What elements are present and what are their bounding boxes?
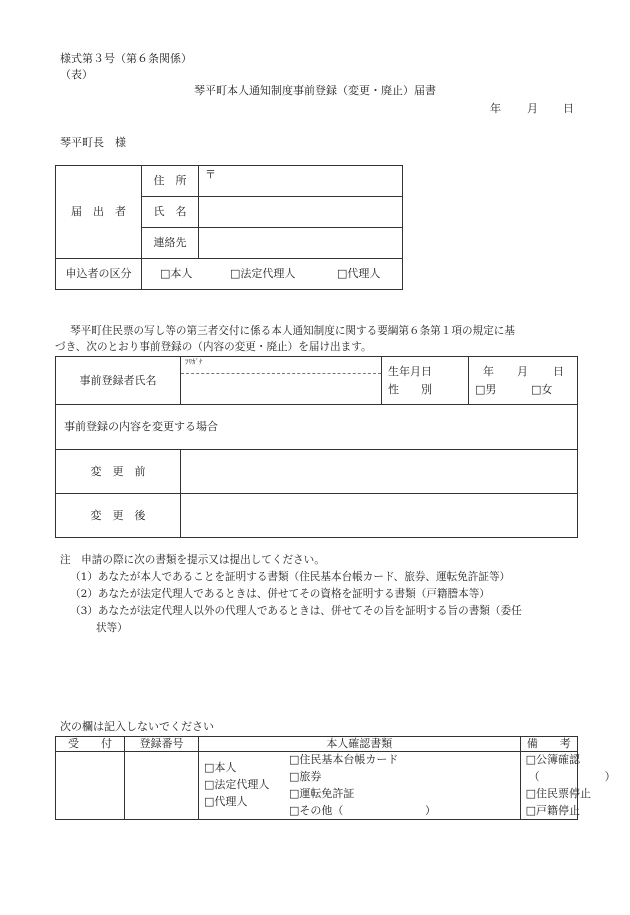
before-change-label: 変 更 前 [56, 450, 181, 494]
form-number: 様式第３号（第６条関係） [60, 52, 192, 65]
office-opt-legal-rep[interactable]: □法定代理人 [204, 778, 270, 791]
birth-sex-labels [382, 357, 469, 405]
doc-other-close: ） [425, 804, 436, 817]
after-change-label: 変 更 後 [56, 494, 181, 538]
furigana-label: ﾌﾘｶﾞﾅ [185, 358, 203, 366]
sex-male-option[interactable]: □男 [475, 383, 497, 396]
category-label: 申込者の区分 [56, 259, 142, 290]
notes-item-2: （2）あなたが法定代理人であるときは、併せてその資格を証明する書類（戸籍謄本等） [70, 588, 490, 600]
postal-mark: 〒 [205, 168, 216, 181]
name-field[interactable] [199, 197, 403, 228]
remark-family-register-stop[interactable]: □戸籍停止 [525, 804, 581, 817]
date-day: 日 [563, 102, 574, 115]
category-options [142, 259, 403, 290]
form-side: （表） [60, 68, 93, 81]
remark-paren-close: ） [604, 770, 616, 783]
requester-type-cell [199, 752, 286, 820]
addressee: 琴平町長 様 [60, 136, 126, 149]
remark-registry-check[interactable]: □公簿確認 [525, 753, 581, 766]
address-field[interactable] [199, 166, 403, 197]
name-label: 氏 名 [142, 197, 199, 228]
notes-heading: 注 申請の際に次の書類を提示又は提出してください。 [60, 554, 325, 566]
col-id-documents: 本人確認書類 [199, 737, 521, 752]
received-cell [56, 752, 125, 820]
applicant-group-label: 届 出 者 [56, 166, 142, 259]
sex-female-option[interactable]: □女 [531, 383, 553, 396]
intro-line-2: づき、次のとおり事前登録の（内容の変更・廃止）を届け出ます。 [55, 341, 372, 353]
before-change-field[interactable] [181, 450, 578, 494]
birth-day: 日 [553, 365, 564, 378]
doc-passport[interactable]: □旅券 [289, 770, 322, 783]
office-opt-self[interactable]: □本人 [204, 761, 237, 774]
date-month: 月 [527, 102, 538, 115]
contact-field[interactable] [199, 228, 403, 259]
registrant-name-field[interactable] [181, 357, 382, 405]
contact-label: 連絡先 [142, 228, 199, 259]
remark-resident-stop[interactable]: □住民票停止 [525, 787, 592, 800]
sex-label: 性 別 [388, 383, 432, 396]
form-title: 琴平町本人通知制度事前登録（変更・廃止）届書 [194, 84, 436, 97]
option-legal-rep[interactable]: □法定代理人 [230, 267, 296, 280]
notes-item-3-cont: 状等） [96, 622, 128, 634]
doc-other[interactable]: □その他（ [289, 804, 344, 817]
registration-number-cell [125, 752, 199, 820]
office-use-caption: 次の欄は記入しないでください [60, 720, 214, 733]
applicant-table [55, 165, 403, 290]
option-self[interactable]: □本人 [160, 267, 193, 280]
remarks-cell [520, 752, 616, 820]
col-remarks: 備 考 [520, 737, 577, 752]
change-case-heading: 事前登録の内容を変更する場合 [56, 405, 578, 450]
notes-item-3: （3）あなたが法定代理人以外の代理人であるときは、併せてその旨を証明する旨の書類（委任 [70, 605, 522, 617]
date-year: 年 [490, 102, 501, 115]
furigana-row [181, 357, 381, 374]
intro-line-1: 琴平町住民票の写し等の第三者交付に係る本人通知制度に関する要綱第６条第１項の規定に基 [70, 325, 515, 337]
option-agent[interactable]: □代理人 [337, 267, 381, 280]
address-label: 住 所 [142, 166, 199, 197]
registrant-name-label: 事前登録者氏名 [56, 357, 181, 405]
id-document-options [285, 752, 520, 820]
after-change-field[interactable] [181, 494, 578, 538]
remark-paren-open: （ [528, 770, 540, 783]
birth-sex-values[interactable] [469, 357, 578, 405]
birth-year: 年 [483, 365, 494, 378]
doc-resident-card[interactable]: □住民基本台帳カード [289, 753, 399, 766]
birth-month: 月 [517, 365, 528, 378]
col-received: 受 付 [56, 737, 125, 752]
doc-drivers-license[interactable]: □運転免許証 [289, 787, 355, 800]
office-use-table [55, 736, 616, 820]
col-registration-number: 登録番号 [125, 737, 199, 752]
birth-label: 生年月日 [388, 365, 432, 378]
office-opt-agent[interactable]: □代理人 [204, 795, 248, 808]
registration-table [55, 356, 578, 538]
notes-item-1: （1）あなたが本人であることを証明する書類（住民基本台帳カード、旅券、運転免許証等） [70, 571, 511, 583]
